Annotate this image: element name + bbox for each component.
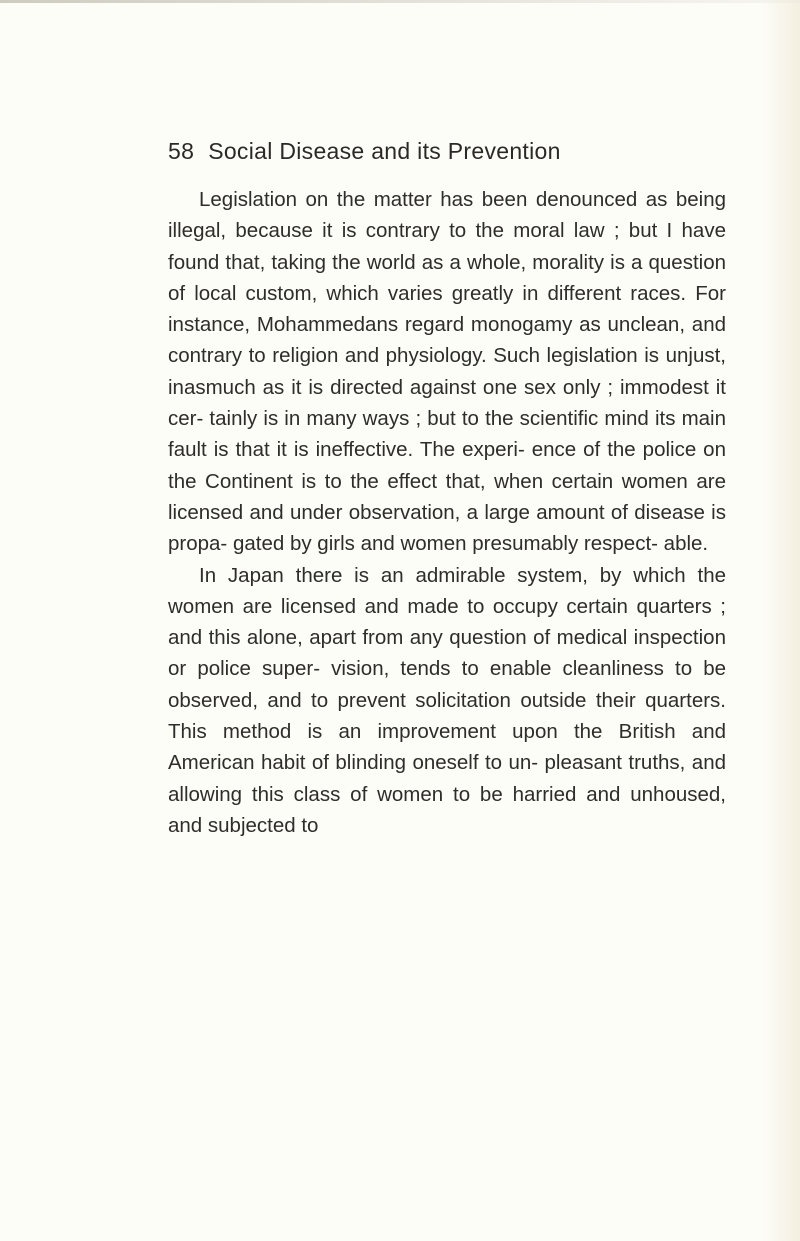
paragraph-1: Legislation on the matter has been denounced as being illegal, because it is contrary to the moral law ; but I have found that, taking the world as a whole, morality is a question of local custom, which varies greatly in different races. For instance, Mohammedans regard monogamy as unclean, and contrary to religion and physiology. Such legislation is unjust, inasmuch as it is directed against one sex only ; immodest it cer- tainly is in many ways ; but to the scientific mind its main fault is that it is ineffective. The experi- ence of the police on the Continent is to the effect that, when certain women are licensed and under observation, a large amount of disease is propa- gated by girls and women presumably respect- able. xyxy=(168,188,726,556)
running-head xyxy=(168,138,561,165)
page-edge-shadow xyxy=(760,0,800,1241)
body-text xyxy=(168,184,726,841)
page-top-edge xyxy=(0,0,800,3)
paragraph-2: In Japan there is an admirable system, by which the women are licensed and made to occupy certain quarters ; and this alone, apart from any question of medical inspection or police super- vision, tends to enable cleanliness to be observed, and to prevent solicitation outside their quarters. This method is an improvement upon the British and American habit of blinding oneself to un- pleasant truths, and allowing this class of women to be harried and unhoused, and subjected to xyxy=(168,563,726,837)
running-title: Social Disease and its Prevention xyxy=(208,138,561,164)
page-number: 58 xyxy=(168,138,195,164)
